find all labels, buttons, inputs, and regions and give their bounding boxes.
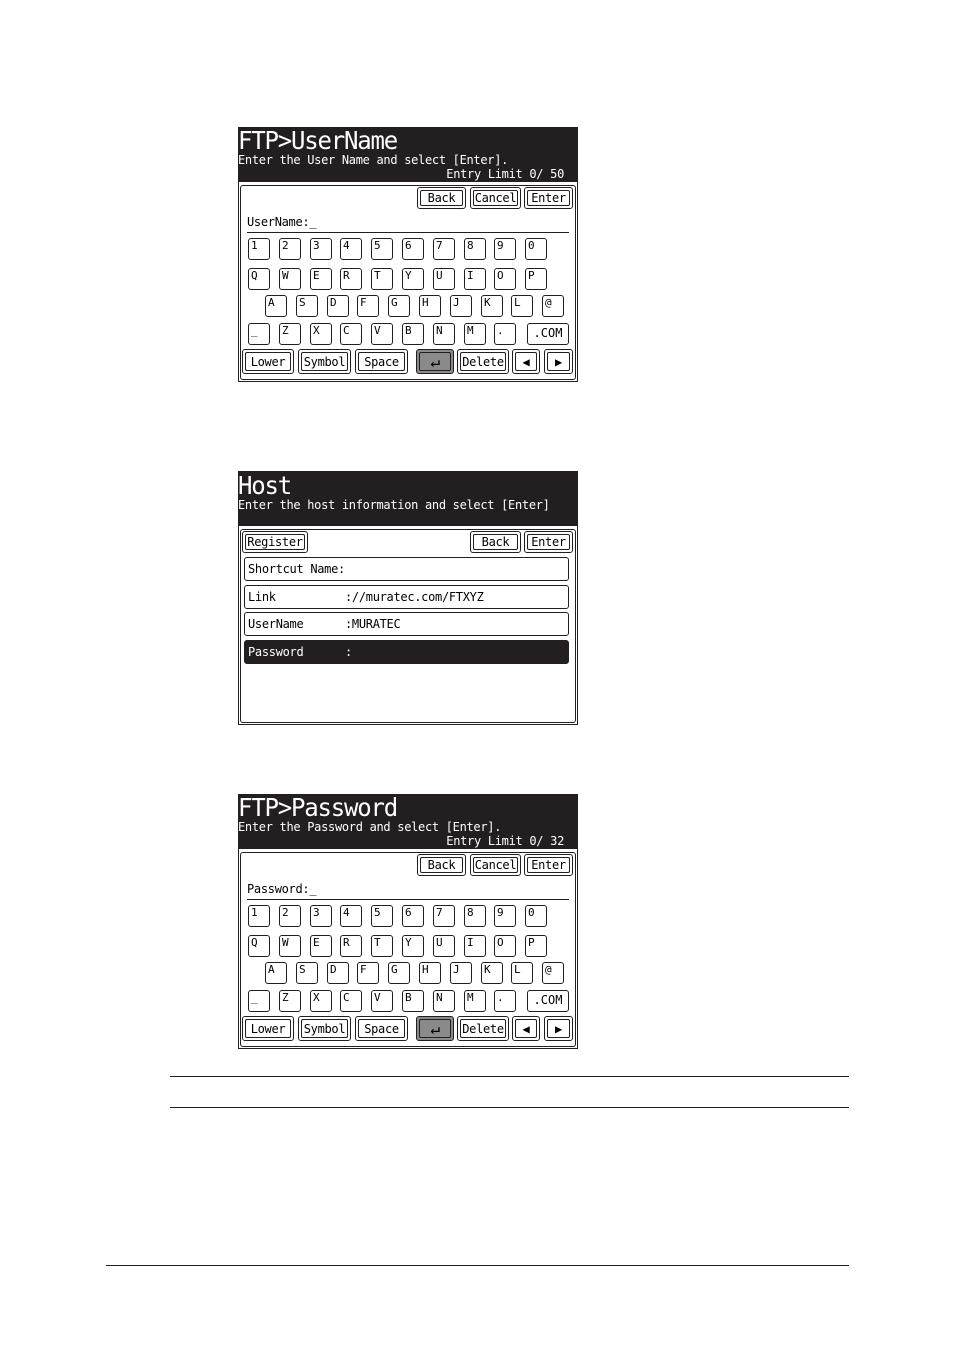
left-arrow-icon[interactable]: ◀ [512,1016,540,1041]
cancel-button[interactable]: Cancel [470,187,521,209]
key[interactable]: A [265,962,287,984]
screen-title: Host [238,471,291,501]
key[interactable]: C [340,323,362,345]
enter-button[interactable]: Enter [524,187,573,209]
key[interactable]: S [296,295,318,317]
key[interactable]: R [340,268,362,290]
back-button[interactable]: Back [470,531,521,553]
divider-line [170,1107,849,1108]
host-panel [238,526,578,725]
key[interactable]: U [433,935,455,957]
username-header [238,127,578,182]
key[interactable]: A [265,295,287,317]
key[interactable]: 8 [464,905,486,927]
password-panel [238,849,578,1049]
key[interactable]: B [402,323,424,345]
username-screen [238,127,578,382]
key[interactable]: M [464,990,486,1012]
key[interactable]: O [494,935,516,957]
key[interactable]: 3 [310,238,332,260]
password-screen [238,794,578,1049]
key[interactable]: B [402,990,424,1012]
key[interactable]: 4 [340,238,362,260]
key[interactable]: 0 [525,238,547,260]
key[interactable]: 4 [340,905,362,927]
key[interactable]: 7 [433,905,455,927]
key[interactable]: @ [542,295,564,317]
key[interactable]: F [357,295,379,317]
field-underline [247,232,569,233]
key[interactable]: 3 [310,905,332,927]
key[interactable]: G [388,962,410,984]
key[interactable]: V [371,990,393,1012]
key[interactable]: H [419,295,441,317]
entry-limit: Entry Limit 0/ 50 [446,167,564,181]
key[interactable]: L [511,962,533,984]
key[interactable]: U [433,268,455,290]
key[interactable]: 7 [433,238,455,260]
lower-button[interactable]: Lower [242,349,294,374]
row-label: Shortcut Name: [248,562,345,576]
key[interactable]: R [340,935,362,957]
key[interactable]: N [433,323,455,345]
key[interactable]: Z [279,990,301,1012]
key[interactable]: 8 [464,238,486,260]
key[interactable]: V [371,323,393,345]
key[interactable]: Y [402,268,424,290]
symbol-button[interactable]: Symbol [298,1016,351,1041]
shortcut-name-row[interactable] [244,557,569,581]
key[interactable]: . [494,323,516,345]
key[interactable]: O [494,268,516,290]
cancel-button[interactable]: Cancel [470,854,521,876]
key[interactable]: P [525,268,547,290]
dotcom-key[interactable]: .COM [527,323,569,345]
screen-instruction: Enter the User Name and select [Enter]. [238,153,509,167]
dotcom-key[interactable]: .COM [527,990,569,1012]
key[interactable]: J [450,295,472,317]
enter-button[interactable]: Enter [524,854,573,876]
key[interactable]: D [327,295,349,317]
key[interactable]: G [388,295,410,317]
key[interactable]: Y [402,935,424,957]
key[interactable]: 5 [371,905,393,927]
right-arrow-icon[interactable]: ▶ [544,1016,573,1041]
screen-instruction: Enter the Password and select [Enter]. [238,820,502,834]
key[interactable]: S [296,962,318,984]
left-arrow-icon[interactable]: ◀ [512,349,540,374]
key[interactable]: E [310,935,332,957]
key[interactable]: 9 [494,905,516,927]
key[interactable]: _ [248,990,270,1012]
password-row[interactable] [244,640,569,664]
key[interactable]: 1 [248,238,270,260]
key[interactable]: @ [542,962,564,984]
symbol-button[interactable]: Symbol [298,349,351,374]
key[interactable]: W [279,268,301,290]
username-row[interactable] [244,612,569,636]
screen-title: FTP>Password [238,792,397,823]
right-arrow-icon[interactable]: ▶ [544,349,573,374]
key[interactable]: L [511,295,533,317]
key[interactable]: Q [248,268,270,290]
key[interactable]: 6 [402,905,424,927]
key[interactable]: Q [248,935,270,957]
key[interactable]: P [525,935,547,957]
row-label: Password [248,645,304,659]
key[interactable]: 9 [494,238,516,260]
username-panel [238,182,578,382]
divider-line [170,1076,849,1077]
key[interactable]: J [450,962,472,984]
key[interactable]: I [464,935,486,957]
field-underline [247,899,569,900]
key[interactable]: F [357,962,379,984]
key[interactable]: 1 [248,905,270,927]
key[interactable]: E [310,268,332,290]
key[interactable]: . [494,990,516,1012]
return-icon[interactable]: ↵ [416,349,454,374]
password-field[interactable]: Password:_ [247,882,317,896]
key[interactable]: 2 [279,238,301,260]
back-button[interactable]: Back [417,854,466,876]
row-value: ://muratec.com/FTXYZ [345,590,484,604]
key[interactable]: 6 [402,238,424,260]
key[interactable]: C [340,990,362,1012]
delete-button[interactable]: Delete [457,1016,509,1041]
key[interactable]: 2 [279,905,301,927]
host-header [238,471,578,526]
back-button[interactable]: Back [417,187,466,209]
screen-title: FTP>UserName [238,125,397,156]
key[interactable]: K [481,962,503,984]
key[interactable]: H [419,962,441,984]
return-icon[interactable]: ↵ [416,1016,454,1041]
key[interactable]: _ [248,323,270,345]
key[interactable]: X [310,990,332,1012]
lower-button[interactable]: Lower [242,1016,294,1041]
footer-line [106,1265,849,1266]
key[interactable]: 5 [371,238,393,260]
enter-button[interactable]: Enter [524,531,573,553]
entry-limit: Entry Limit 0/ 32 [446,834,564,848]
screen-instruction: Enter the host information and select [Enter] [238,498,550,512]
row-label: Link [248,590,276,604]
key[interactable]: 0 [525,905,547,927]
key[interactable]: T [371,935,393,957]
delete-button[interactable]: Delete [457,349,509,374]
row-value: :MURATEC [345,617,401,631]
register-button[interactable]: Register [242,531,308,553]
key[interactable]: X [310,323,332,345]
key[interactable]: M [464,323,486,345]
key[interactable]: N [433,990,455,1012]
username-field[interactable]: UserName:_ [247,215,317,229]
password-header [238,794,578,849]
key[interactable]: W [279,935,301,957]
row-label: UserName [248,617,304,631]
key[interactable]: Z [279,323,301,345]
key[interactable]: D [327,962,349,984]
host-screen [238,471,578,725]
space-button[interactable]: Space [355,1016,408,1041]
link-row[interactable] [244,585,569,609]
space-button[interactable]: Space [355,349,408,374]
row-value: : [345,645,352,659]
key[interactable]: K [481,295,503,317]
key[interactable]: T [371,268,393,290]
key[interactable]: I [464,268,486,290]
